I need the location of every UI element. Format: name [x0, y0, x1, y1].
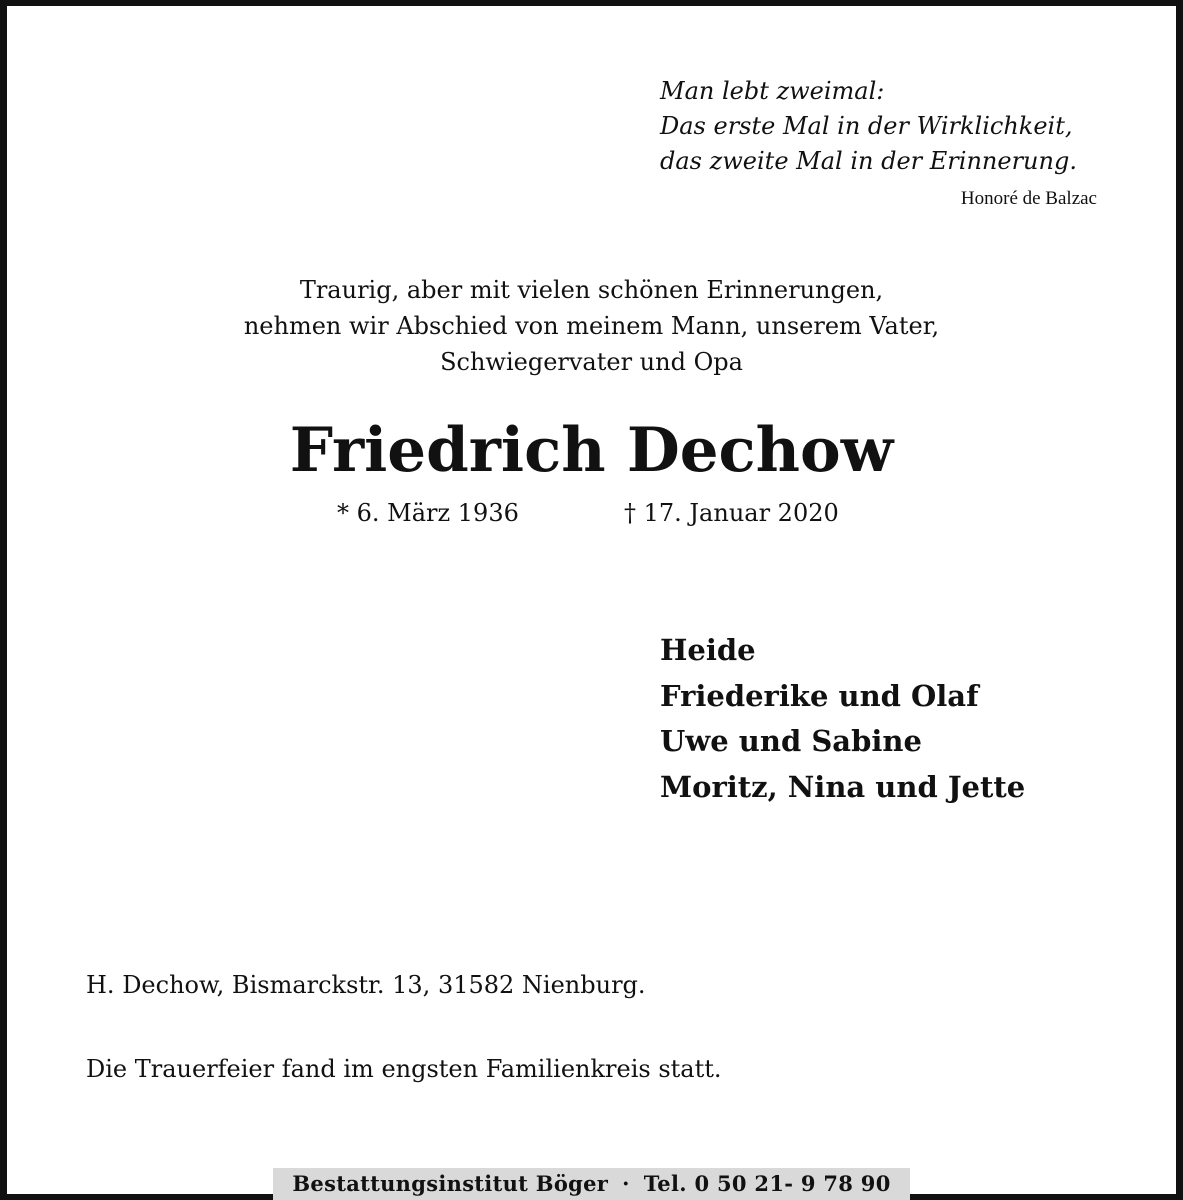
funeral-home-name: Bestattungsinstitut Böger — [292, 1171, 609, 1196]
contact-address: H. Dechow, Bismarckstr. 13, 31582 Nienburg. — [86, 971, 646, 999]
mourner-name: Uwe und Sabine — [660, 724, 922, 758]
mourner-name: Friederike und Olaf — [660, 678, 979, 713]
funeral-home-phone: Tel. 0 50 21- 9 78 90 — [643, 1171, 891, 1196]
mourner-name: Moritz, Nina und Jette — [660, 769, 1026, 804]
intro-line: nehmen wir Abschied von meinem Mann, unserem Vater, — [243, 312, 940, 340]
epigraph-quote — [660, 74, 1130, 179]
intro-line: Schwiegervater und Opa — [440, 348, 743, 376]
mourners-list — [660, 628, 1025, 810]
death-date: † 17. Januar 2020 — [624, 499, 839, 527]
funeral-home-footer — [273, 1168, 910, 1200]
deceased-name: Friedrich Dechow — [289, 415, 894, 486]
quote-line: das zweite Mal in der Erinnerung. — [660, 147, 1077, 175]
intro-line: Traurig, aber mit vielen schönen Erinnerungen, — [299, 276, 884, 304]
footer-separator: · — [622, 1171, 630, 1196]
birth-date: * 6. März 1936 — [337, 499, 519, 527]
quote-author: Honoré de Balzac — [960, 188, 1097, 209]
mourner-name: Heide — [660, 633, 756, 667]
intro-text — [0, 272, 1183, 380]
quote-line: Man lebt zweimal: — [660, 77, 885, 105]
ceremony-note: Die Trauerfeier fand im engsten Familienkreis statt. — [86, 1055, 722, 1083]
quote-line: Das erste Mal in der Wirklichkeit, — [660, 112, 1073, 140]
